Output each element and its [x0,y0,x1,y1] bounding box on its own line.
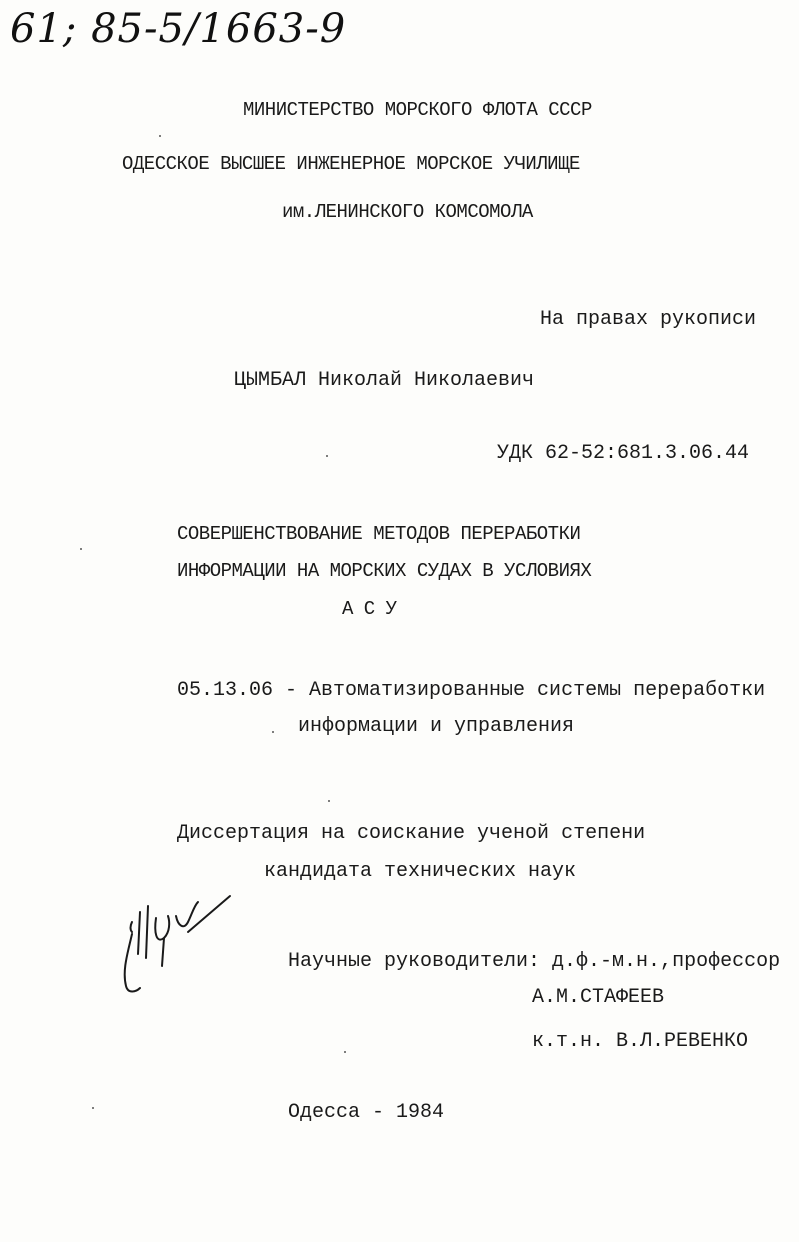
specialty-line-2: информации и управления [298,715,575,738]
supervisor-2: к.т.н. В.Л.РЕВЕНКО [532,1030,749,1053]
signature-image [118,892,238,1002]
scan-speck [159,135,161,137]
thesis-title-line-3: А С У [342,598,397,620]
thesis-title-line-2: ИНФОРМАЦИИ НА МОРСКИХ СУДАХ В УСЛОВИЯХ [177,560,592,582]
institution-name: ОДЕССКОЕ ВЫСШЕЕ ИНЖЕНЕРНОЕ МОРСКОЕ УЧИЛИЩЕ [122,153,580,175]
supervisors-label: Научные руководители: д.ф.-м.н.,профессор [288,950,781,973]
author-name: ЦЫМБАЛ Николай Николаевич [234,369,535,392]
institution-named-after: им.ЛЕНИНСКОГО КОМСОМОЛА [282,201,533,223]
scan-speck [328,800,330,802]
degree-line-2: кандидата технических наук [264,860,577,883]
udc-code: УДК 62-52:681.3.06.44 [497,442,750,465]
archive-code: 61; 85-5/1663-9 [10,6,347,52]
scan-speck [92,1107,94,1109]
ministry-name: МИНИСТЕРСТВО МОРСКОГО ФЛОТА СССР [243,99,592,121]
manuscript-rights: На правах рукописи [540,308,757,331]
specialty-line-1: 05.13.06 - Автоматизированные системы переработки [177,679,766,702]
city-year: Одесса - 1984 [288,1101,445,1124]
scan-speck [326,455,328,457]
scan-speck [344,1051,346,1053]
degree-line-1: Диссертация на соискание ученой степени [177,822,646,845]
supervisor-1-name: А.М.СТАФЕЕВ [532,986,665,1009]
scan-speck [80,548,82,550]
scan-speck [272,731,274,733]
thesis-title-line-1: СОВЕРШЕНСТВОВАНИЕ МЕТОДОВ ПЕРЕРАБОТКИ [177,523,581,545]
